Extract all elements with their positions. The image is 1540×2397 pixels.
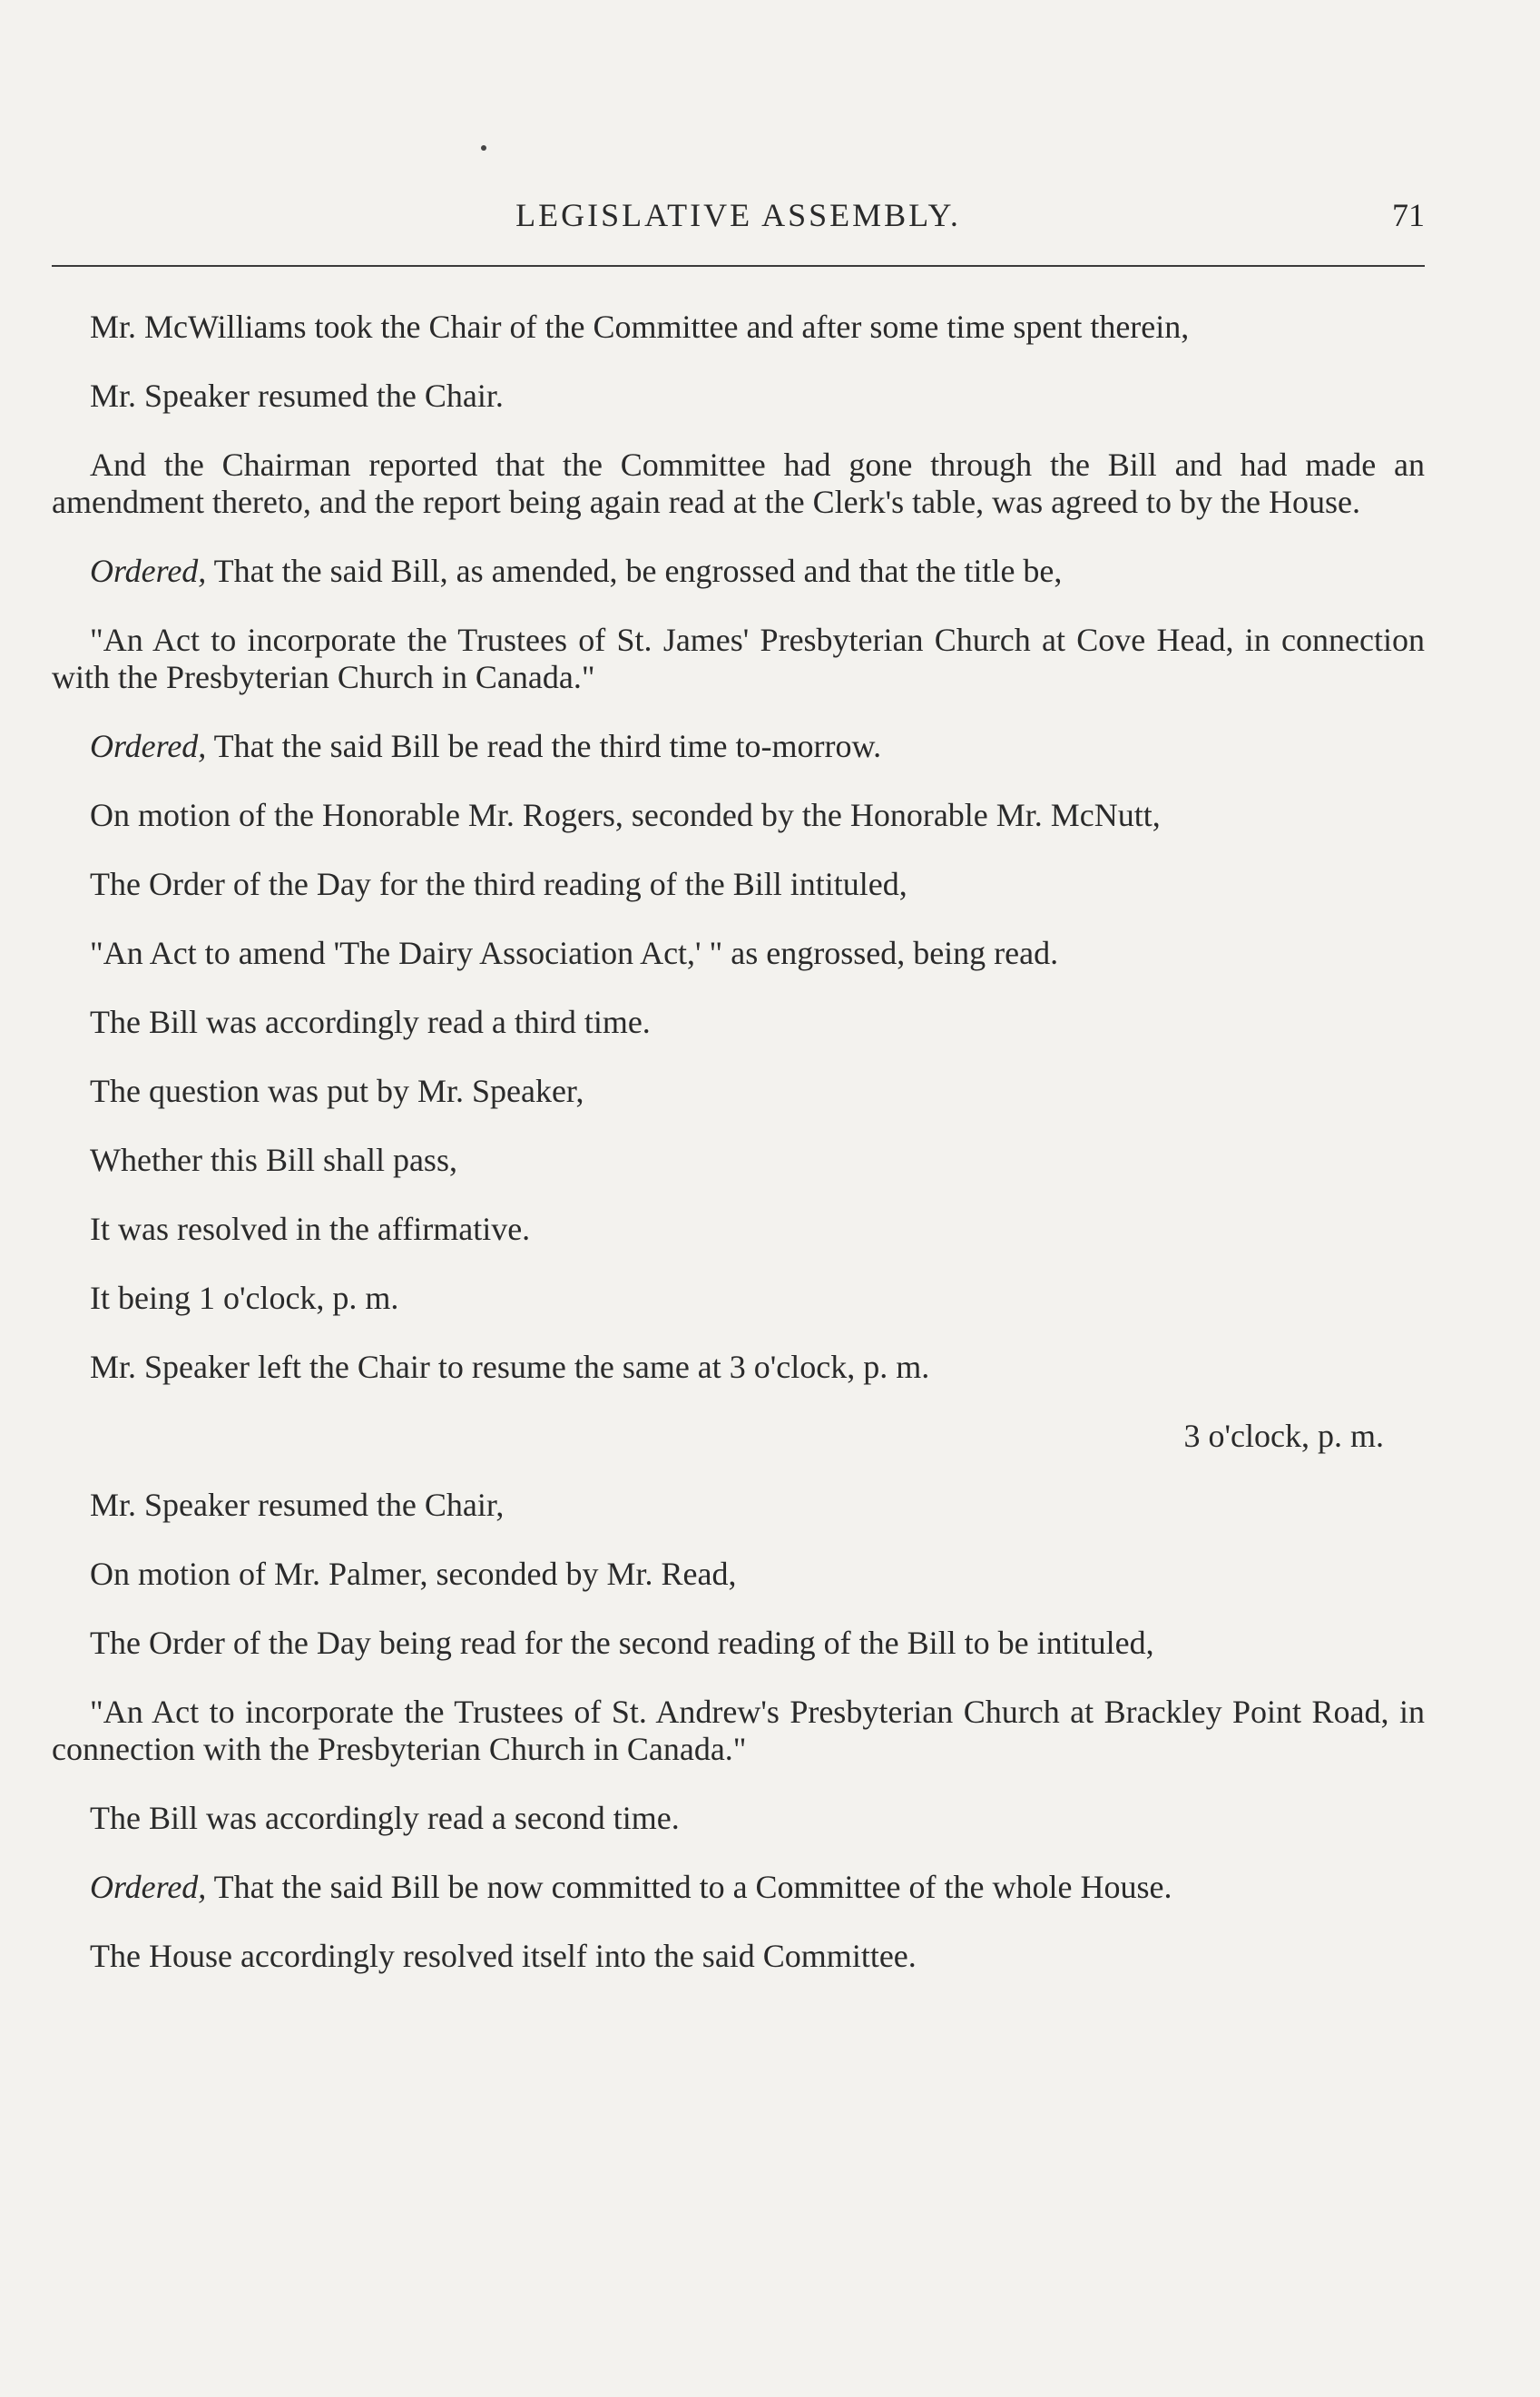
paragraph: The Order of the Day for the third reading of the Bill intituled, — [90, 866, 907, 902]
paragraph: "An Act to incorporate the Trustees of St. James' Presbyterian Church at Cove Head, in connection with the Presbyterian Church in Canada." — [52, 622, 1425, 695]
paragraph: The question was put by Mr. Speaker, — [90, 1073, 584, 1109]
ordered-label: Ordered, — [90, 553, 207, 589]
paragraph: It was resolved in the affirmative. — [90, 1211, 531, 1247]
paragraph: Mr. Speaker resumed the Chair. — [90, 378, 504, 414]
page-body — [52, 309, 1425, 1975]
paragraph — [52, 1869, 1425, 1906]
paragraph: And the Chairman reported that the Committee had gone through the Bill and had made an amendment thereto, and the report being again read at the Clerk's table, was agreed to by the House. — [52, 447, 1425, 520]
paragraph: Mr. Speaker resumed the Chair, — [90, 1487, 505, 1523]
paragraph — [52, 553, 1425, 590]
print-speck — [481, 145, 486, 151]
paragraph-text: That the said Bill be read the third time to-morrow. — [206, 728, 882, 764]
running-title: LEGISLATIVE ASSEMBLY. — [515, 197, 961, 233]
paragraph — [52, 728, 1425, 765]
paragraph: "An Act to incorporate the Trustees of St. Andrew's Presbyterian Church at Brackley Point Road, in connection with the Presbyterian Church in Canada." — [52, 1694, 1425, 1767]
paragraph: The House accordingly resolved itself into the said Committee. — [90, 1938, 917, 1974]
paragraph: The Bill was accordingly read a second time. — [90, 1800, 680, 1836]
paragraph: The Order of the Day being read for the second reading of the Bill to be intituled, — [90, 1625, 1154, 1661]
paragraph: The Bill was accordingly read a third time. — [90, 1004, 651, 1040]
paragraph: "An Act to amend 'The Dairy Association Act,' " as engrossed, being read. — [90, 935, 1059, 971]
page-number: 71 — [1392, 197, 1425, 233]
paragraph: Mr. Speaker left the Chair to resume the same at 3 o'clock, p. m. — [90, 1349, 930, 1385]
ordered-label: Ordered, — [90, 1869, 207, 1905]
paragraph: On motion of the Honorable Mr. Rogers, seconded by the Honorable Mr. McNutt, — [90, 797, 1161, 833]
time-heading: 3 o'clock, p. m. — [1183, 1418, 1384, 1454]
paragraph: Whether this Bill shall pass, — [90, 1142, 457, 1178]
paragraph: On motion of Mr. Palmer, seconded by Mr. Read, — [90, 1556, 737, 1592]
paragraph: Mr. McWilliams took the Chair of the Committee and after some time spent therein, — [90, 309, 1190, 345]
paragraph-text: That the said Bill be now committed to a Committee of the whole House. — [206, 1869, 1172, 1905]
paragraph: It being 1 o'clock, p. m. — [90, 1280, 399, 1316]
paragraph-text: That the said Bill, as amended, be engrossed and that the title be, — [206, 553, 1063, 589]
page-header — [52, 192, 1425, 238]
header-rule — [52, 265, 1425, 267]
ordered-label: Ordered, — [90, 728, 207, 764]
